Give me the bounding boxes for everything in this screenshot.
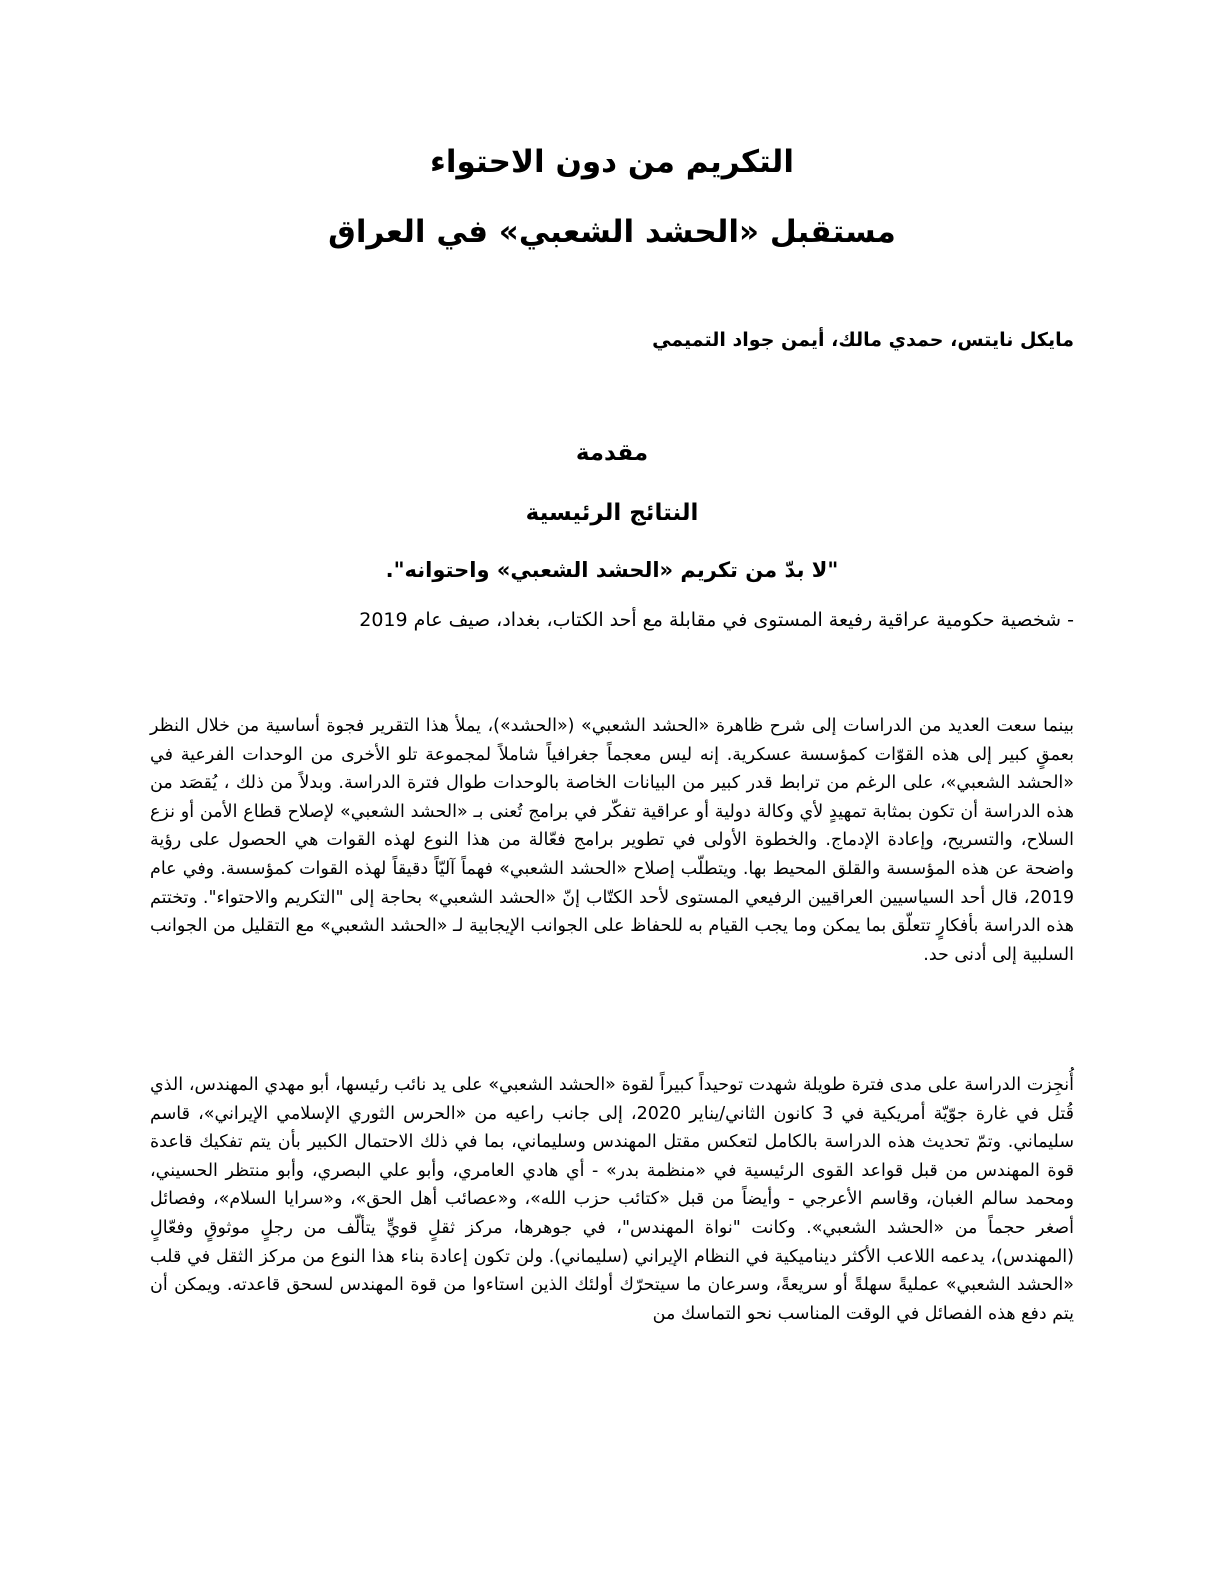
section-heading: مقدمة bbox=[575, 440, 649, 466]
subsection-heading: النتائج الرئيسية bbox=[525, 500, 699, 526]
body-paragraph-1: بينما سعت العديد من الدراسات إلى شرح ظاهرة «الحشد الشعبي» («الحشد»)، يملأ هذا التقرير فجوة أساسية من خلال النظر بعمقٍ كبير إلى هذه القوّات كمؤسسة عسكرية. إنه ليس معجماً جغرافياً شاملاً لمجموعة تلو الأخرى من الوحدات الفرعية في «الحشد الشعبي»، على الرغم من ترابط قدر كبير من البيانات الخاصة بالوحدات طوال فترة الدراسة. وبدلاً من ذلك ، يُقصَد من هذه الدراسة أن تكون بمثابة تمهيدٍ لأي وكالة دولية أو عراقية تفكّر في برامج تُعنى بـ «الحشد الشعبي» لإصلاح قطاع الأمن أو نزع السلاح، والتسريح، وإعادة الإدماج. والخطوة الأولى في تطوير برامج فعّالة من هذا النوع لهذه القوات هي الحصول على رؤية واضحة عن هذه المؤسسة والقلق المحيط بها. ويتطلّب إصلاح «الحشد الشعبي» فهماً آليّاً دقيقاً لهذه القوات كمؤسسة. وفي عام 2019، قال أحد السياسيين العراقيين الرفيعي المستوى لأحد الكتّاب إنّ «الحشد الشعبي» بحاجة إلى "التكريم والاحتواء". وتختتم هذه الدراسة بأفكارٍ تتعلّق بما يمكن وما يجب القيام به للحفاظ على الجوانب الإيجابية لـ «الحشد الشعبي» مع التقليل من الجوانب السلبية إلى أدنى حد. bbox=[150, 716, 1074, 965]
epigraph-quote: "لا بدّ من تكريم «الحشد الشعبي» واحتوانه". bbox=[385, 558, 839, 582]
document-subtitle: مستقبل «الحشد الشعبي» في العراق bbox=[328, 214, 896, 250]
authors-line: مايكل نايتس، حمدي مالك، أيمن جواد التميمي bbox=[652, 329, 1074, 351]
document-title: التكريم من دون الاحتواء bbox=[430, 144, 794, 180]
body-paragraph-2: أُنجِزت الدراسة على مدى فترة طويلة شهدت توحيداً كبيراً لقوة «الحشد الشعبي» على يد نائب رئيسها، أبو مهدي المهندس، الذي قُتل في غارة جوّيّة أمريكية في 3 كانون الثاني/يناير 2020، إلى جانب راعيه من «الحرس الثوري الإسلامي الإيراني»، قاسم سليماني. وتمّ تحديث هذه الدراسة بالكامل لتعكس مقتل المهندس وسليماني، بما في ذلك الاحتمال الكبير بأن يتم تفكيك قاعدة قوة المهندس من قبل قواعد القوى الرئيسية في «منظمة بدر» - أي هادي العامري، وأبو علي البصري، وأبو منتظر الحسيني، ومحمد سالم الغبان، وقاسم الأعرجي - وأيضاً من قبل «كتائب حزب الله»، و«عصائب أهل الحق»، و«سرايا السلام»، وفصائل أصغر حجماً من «الحشد الشعبي». وكانت "نواة المهندس"، في جوهرها، مركز ثقلٍ قويٍّ يتألّف من رجلٍ موثوقٍ وفعّالٍ (المهندس)، يدعمه اللاعب الأكثر ديناميكية في النظام الإيراني (سليماني). ولن تكون إعادة بناء هذا النوع من مركز الثقل في قلب «الحشد الشعبي» عمليةً سهلةً أو سريعةً، وسرعان ما سيتحرّك أولئك الذين استاءوا من قوة المهندس لسحق قاعدته. ويمكن أن يتم دفع هذه الفصائل في الوقت المناسب نحو التماسك من bbox=[150, 1075, 1074, 1324]
quote-attribution: - شخصية حكومية عراقية رفيعة المستوى في مقابلة مع أحد الكتاب، بغداد، صيف عام 2019 bbox=[359, 609, 1074, 631]
